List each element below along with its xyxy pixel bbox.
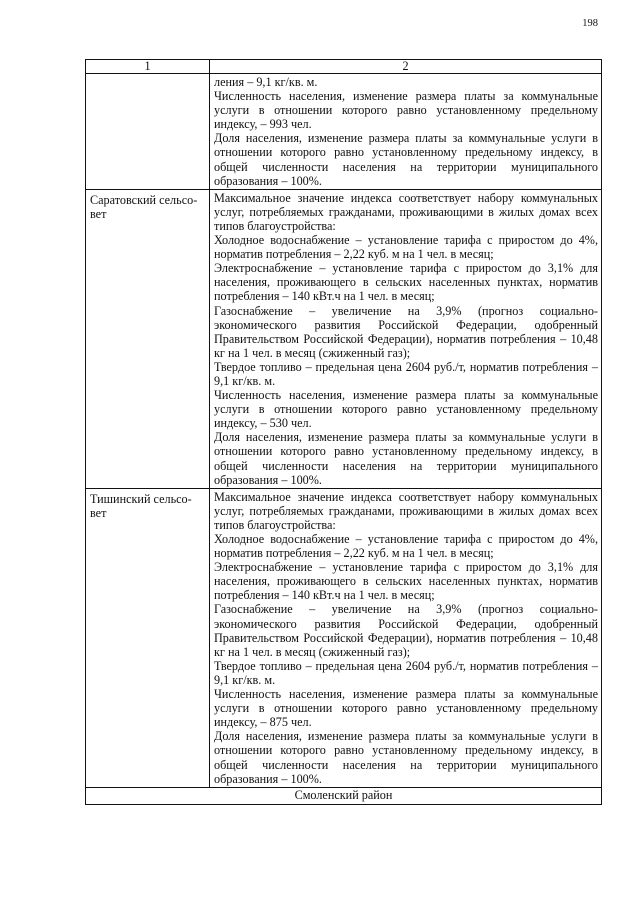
description-cell [210, 189, 602, 488]
header-column-1: 1 [86, 60, 210, 74]
page-number: 198 [582, 18, 598, 29]
table-row [86, 189, 602, 488]
paragraph: Холодное водоснабжение – установление тарифа с приростом до 4%, норматив потребления – 2,22 куб. м на 1 чел. в месяц; [214, 233, 598, 262]
description-cell [210, 74, 602, 190]
area-name-cell: Саратовский сельсо- вет [86, 189, 210, 488]
paragraph: Максимальное значение индекса соответствует набору коммунальных услуг, потребляемых гражданами, проживающими в жилых домах всех типов благоустройства: [214, 190, 598, 233]
area-name-cell [86, 74, 210, 190]
paragraph: Холодное водоснабжение – установление тарифа с приростом до 4%, норматив потребления – 2,22 куб. м на 1 чел. в месяц; [214, 532, 598, 561]
table-header-row [86, 60, 602, 74]
paragraph: Газоснабжение – увеличение на 3,9% (прогноз социально-экономического развития Российской Федерации, одобренный Правительством Российской Федерации), норматив потребления – 10,48 кг на 1 чел. в месяц (сжиженный газ); [214, 602, 598, 659]
header-column-2: 2 [210, 60, 602, 74]
paragraph: Максимальное значение индекса соответствует набору коммунальных услуг, потребляемых гражданами, проживающими в жилых домах всех типов благоустройства: [214, 489, 598, 532]
table-row [86, 74, 602, 190]
paragraph: Доля населения, изменение размера платы за коммунальные услуги в отношении которого равно установленному предельному индексу, в общей численности населения на территории муниципального образования – 100%. [214, 729, 598, 786]
paragraph: Твердое топливо – предельная цена 2604 руб./т, норматив потребления – 9,1 кг/кв. м. [214, 359, 598, 388]
paragraph: Численность населения, изменение размера платы за коммунальные услуги в отношении которого равно установленному предельному индексу, – 530 чел. [214, 388, 598, 431]
paragraph: Доля населения, изменение размера платы за коммунальные услуги в отношении которого равно установленному предельному индексу, в общей численности населения на территории муниципального образования – 100%. [214, 131, 598, 188]
paragraph: Электроснабжение – установление тарифа с приростом до 3,1% для населения, проживающего в сельских населенных пунктах, норматив потребления – 140 кВт.ч на 1 чел. в месяц; [214, 560, 598, 603]
paragraph: Электроснабжение – установление тарифа с приростом до 3,1% для населения, проживающего в сельских населенных пунктах, норматив потребления – 140 кВт.ч на 1 чел. в месяц; [214, 261, 598, 304]
paragraph: ления – 9,1 кг/кв. м. [214, 75, 318, 89]
region-heading-row [86, 787, 602, 804]
tariff-table [85, 59, 602, 805]
region-heading: Смоленский район [86, 787, 602, 804]
paragraph: Твердое топливо – предельная цена 2604 руб./т, норматив потребления – 9,1 кг/кв. м. [214, 658, 598, 687]
table-row [86, 488, 602, 787]
area-name-cell: Тишинский сельсо- вет [86, 488, 210, 787]
paragraph: Газоснабжение – увеличение на 3,9% (прогноз социально-экономического развития Российской Федерации, одобренный Правительством Российской Федерации), норматив потребления – 10,48 кг на 1 чел. в месяц (сжиженный газ); [214, 303, 598, 360]
paragraph: Численность населения, изменение размера платы за коммунальные услуги в отношении которого равно установленному предельному индексу, – 993 чел. [214, 89, 598, 132]
description-cell [210, 488, 602, 787]
paragraph: Доля населения, изменение размера платы за коммунальные услуги в отношении которого равно установленному предельному индексу, в общей численности населения на территории муниципального образования – 100%. [214, 430, 598, 487]
paragraph: Численность населения, изменение размера платы за коммунальные услуги в отношении которого равно установленному предельному индексу, – 875 чел. [214, 687, 598, 730]
